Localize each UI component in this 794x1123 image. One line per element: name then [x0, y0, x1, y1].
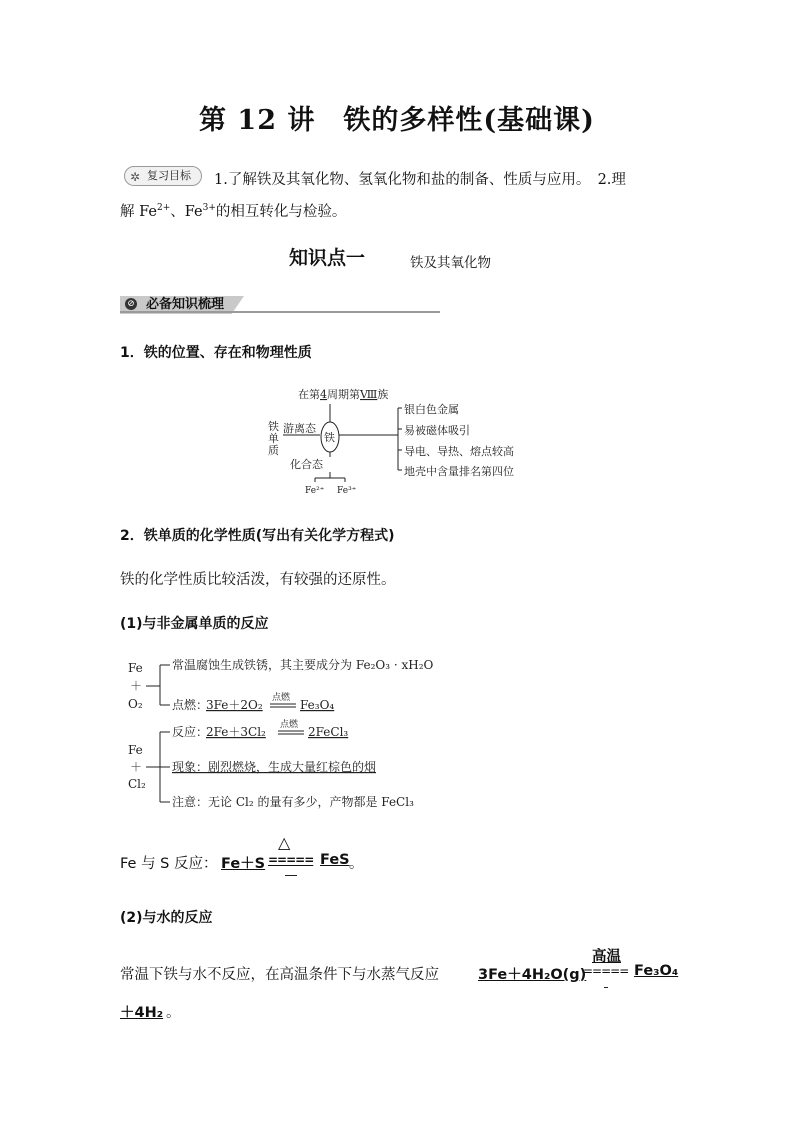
react-cond: 点燃: [280, 720, 299, 730]
fe-s-underbar: [285, 875, 297, 876]
fe-s-label: Fe 与 S 反应：: [120, 856, 218, 872]
diag-ion-fe3: Fe³⁺: [337, 486, 357, 496]
water-eq-cont: ＋4H₂: [120, 1005, 164, 1021]
goal-text: 、Fe: [170, 204, 203, 220]
fe-s-end: 。: [349, 856, 364, 872]
iron-existence-diagram: [250, 380, 550, 500]
o2-label: O₂: [128, 697, 143, 711]
fe-label-o2: Fe: [128, 661, 143, 675]
fe-s-reaction: [120, 835, 680, 885]
diag-left-label-2: 单: [268, 432, 279, 445]
water-reaction: [120, 945, 690, 1025]
react-eq-left: 2Fe＋3Cl₂: [206, 725, 266, 739]
water-eqsign: =====: [583, 964, 629, 978]
goal-line-1: 1.了解铁及其氧化物、氢氧化物和盐的制备、性质与应用。 2.理: [214, 172, 626, 188]
section-bar-label: 必备知识梳理: [146, 297, 225, 312]
water-end: 。: [166, 1005, 181, 1021]
diag-property-4: 地壳中含量排名第四位: [404, 465, 514, 478]
heading-2: 2．铁单质的化学性质(写出有关化学方程式): [120, 528, 395, 544]
goal-text: 的相互转化与检验。: [215, 204, 347, 220]
knowledge-point-subtitle: 铁及其氧化物: [410, 255, 491, 271]
plus-label-o2: ＋: [130, 679, 143, 693]
diag-property-1: 银白色金属: [404, 403, 459, 416]
note-text: 注意：无论 Cl₂ 的量有多少，产物都是 FeCl₃: [172, 795, 414, 809]
heading-water: (2)与水的反应: [120, 910, 213, 926]
diag-combined-state: 化合态: [290, 458, 323, 471]
diag-center: 铁: [324, 431, 335, 444]
page-title: 第 12 讲 铁的多样性(基础课): [199, 105, 595, 136]
rust-text: 常温腐蚀生成铁锈，其主要成分为 Fe₂O₃ · xH₂O: [172, 658, 434, 672]
plus-label-cl2: ＋: [130, 760, 143, 774]
water-eq-right: Fe₃O₄: [634, 963, 679, 979]
ignite-eq-right: Fe₃O₄: [300, 698, 335, 712]
diag-free-state: 游离态: [283, 422, 316, 435]
fe-s-eqsign: =====: [268, 853, 314, 867]
diag-left-label-1: 铁: [268, 420, 279, 433]
diag-top-text: 在第4周期第Ⅷ族: [298, 388, 389, 401]
badge-label: 复习目标: [147, 169, 191, 182]
slash-circle-icon: ⊘: [125, 298, 137, 310]
water-underbar: [604, 987, 608, 988]
paragraph-active: 铁的化学性质比较活泼，有较强的还原性。: [120, 572, 396, 588]
water-cond: 高温: [592, 949, 621, 965]
heading-nonmetal: (1)与非金属单质的反应: [120, 616, 269, 632]
water-text: 常温下铁与水不反应，在高温条件下与水蒸气反应: [120, 967, 439, 983]
ignite-label: 点燃：: [172, 698, 209, 712]
fe2-superscript: 2+: [156, 203, 171, 214]
fe-label-cl2: Fe: [128, 743, 143, 757]
heading-1: 1．铁的位置、存在和物理性质: [120, 345, 312, 361]
fe-s-left: Fe＋S: [221, 856, 266, 872]
ignite-eq-left: 3Fe＋2O₂: [206, 698, 263, 712]
diag-ion-fe2: Fe²⁺: [305, 486, 325, 496]
knowledge-point-title: 知识点一: [289, 247, 366, 269]
diag-property-2: 易被磁体吸引: [404, 424, 470, 437]
section-bar: [120, 296, 440, 314]
fe-s-cond: △: [278, 833, 291, 852]
goal-text: 解 Fe: [120, 204, 157, 220]
goal-line-2: [120, 200, 346, 221]
review-goals-badge: [124, 166, 202, 186]
nonmetal-reaction-diagram: [120, 650, 480, 812]
diag-left-label-3: 质: [268, 444, 279, 457]
react-label: 反应：: [172, 725, 209, 739]
diag-property-3: 导电、导热、熔点较高: [404, 445, 514, 458]
gear-icon: ✲: [130, 170, 141, 184]
water-eq-left: 3Fe＋4H₂O(g): [478, 967, 587, 983]
fe-s-right: FeS: [320, 852, 350, 868]
fe3-superscript: 3+: [202, 203, 216, 214]
ignite-cond: 点燃: [272, 693, 291, 703]
phenomenon-text: 现象：剧烈燃烧，生成大量红棕色的烟: [172, 760, 377, 774]
cl2-label: Cl₂: [128, 777, 146, 791]
react-eq-right: 2FeCl₃: [308, 725, 349, 739]
